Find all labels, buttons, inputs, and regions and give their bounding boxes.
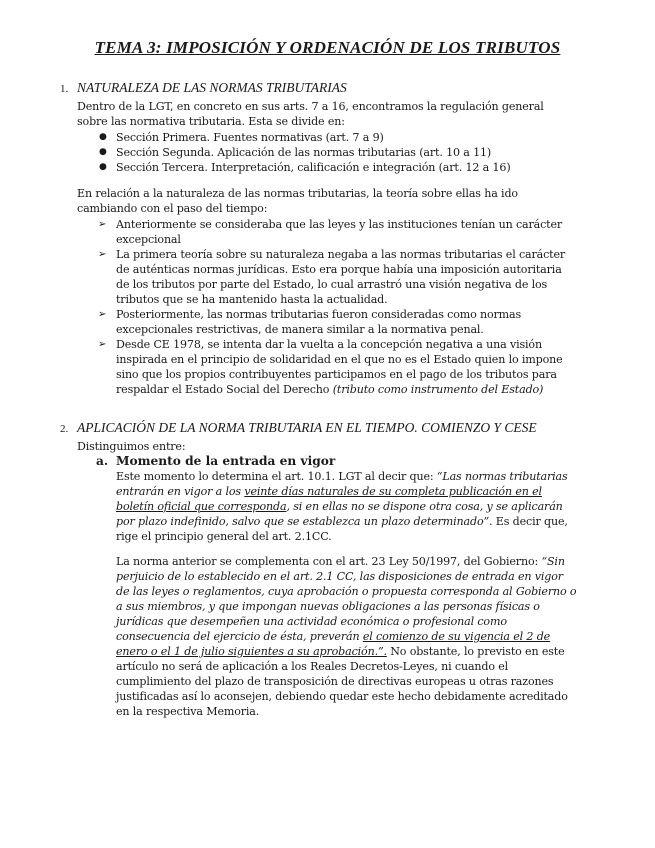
list-item: ● Sección Primera. Fuentes normativas (art. 7 a 9) xyxy=(99,131,384,144)
section-1-para2: En relación a la naturaleza de las normas tributarias, la teoría sobre ellas ha ido cambiando con el paso del tiempo: xyxy=(77,187,518,215)
underlined-quote: veinte días naturales de su completa publicación en el boletín oficial que corresponda xyxy=(116,485,542,513)
section-2-number: 2. xyxy=(60,423,69,435)
section-1-number: 1. xyxy=(60,83,69,95)
section-2-intro: Distinguimos entre: xyxy=(77,440,186,453)
list-item: ➢ Desde CE 1978, se intenta dar la vuelta a la concepción negativa a una visión inspirada en el principio de solidaridad en el que no es el Estado quien lo impone sino que los propios contribuyentes participamos en el pago de los tributos para respaldar el Estado Social del Derecho (tributo como instrumento del Estado) xyxy=(98,338,563,396)
arrow-bullet-icon: ➢ xyxy=(98,219,107,230)
section-1-title: NATURALEZA DE LAS NORMAS TRIBUTARIAS xyxy=(77,80,347,95)
bullet-icon: ● xyxy=(99,132,107,142)
subsection-a-heading xyxy=(96,454,336,468)
subsection-a-title: Momento de la entrada en vigor xyxy=(116,454,336,468)
list-item: ➢ La primera teoría sobre su naturaleza negaba a las normas tributarias el carácter de auténticas normas jurídicas. Esto era porque había una imposición autoritaria de los tributos por parte del Estado, lo cual arrastró una visión negativa de los tributos que se ha mantenido hasta la actualidad. xyxy=(98,248,566,306)
subsection-a-paragraph-1: Este momento lo determina el art. 10.1. LGT al decir que: “Las normas tributarias entrarán en vigor a los veinte días naturales de su completa publicación en el boletín oficial que corresponda, si en ellas no se dispone otra cosa, y se aplicarán por plazo indefinido, salvo que se establezca un plazo determinado”. Es decir que, rige el principio general del art. 2.1CC. xyxy=(116,470,568,543)
arrow-bullet-icon: ➢ xyxy=(98,339,107,350)
section-1-heading xyxy=(60,80,347,96)
list-item: ● Sección Tercera. Interpretación, calificación e integración (art. 12 a 16) xyxy=(99,161,511,174)
arrow-bullet-icon: ➢ xyxy=(98,249,107,260)
underlined-quote: el comienzo de su vigencia el 2 de enero o el 1 de julio siguientes a su aprobación.”. xyxy=(116,630,551,658)
italic-note: (tributo como instrumento del Estado) xyxy=(332,383,544,396)
section-1-list xyxy=(99,130,586,175)
section-2-title: APLICACIÓN DE LA NORMA TRIBUTARIA EN EL TIEMPO. COMIENZO Y CESE xyxy=(77,420,537,435)
list-item: ● Sección Segunda. Aplicación de las normas tributarias (art. 10 a 11) xyxy=(99,146,492,159)
subsection-a-paragraph-2: La norma anterior se complementa con el art. 23 Ley 50/1997, del Gobierno: “Sin perjuicio de lo establecido en el art. 2.1 CC, las disposiciones de entrada en vigor de las leyes o reglamentos, cuya aprobación o propuesta corresponda al Gobierno o a sus miembros, y que impongan nuevas obligaciones a las personas físicas o jurídicas que desempeñen una actividad económica o profesional como consecuencia del ejercicio de ésta, preverán el comienzo de su vigencia el 2 de enero o el 1 de julio siguientes a su aprobación.”. No obstante, lo previsto en este artículo no será de aplicación a los Reales Decretos-Leyes, ni cuando el cumplimiento del plazo de transposición de directivas europeas u otras razones justificadas así lo aconsejen, debiendo quedar este hecho debidamente acreditado en la respectiva Memoria. xyxy=(116,555,577,718)
section-1-intro: Dentro de la LGT, en concreto en sus arts. 7 a 16, encontramos la regulación general sobre las normativa tributaria. Esta se divide en: xyxy=(77,100,544,128)
section-2-heading xyxy=(60,420,537,436)
section-1-arrow-list xyxy=(98,217,578,397)
subsection-a-letter: a. xyxy=(96,454,109,468)
list-item: ➢ Posteriormente, las normas tributarias fueron consideradas como normas excepcionales restrictivas, de manera similar a la normativa penal. xyxy=(98,308,522,336)
bullet-icon: ● xyxy=(99,162,107,172)
page-title: TEMA 3: IMPOSICIÓN Y ORDENACIÓN DE LOS TRIBUTOS xyxy=(94,38,561,57)
list-item: ➢ Anteriormente se consideraba que las leyes y las instituciones tenían un carácter excepcional xyxy=(98,218,563,246)
bullet-icon: ● xyxy=(99,147,107,157)
arrow-bullet-icon: ➢ xyxy=(98,309,107,320)
